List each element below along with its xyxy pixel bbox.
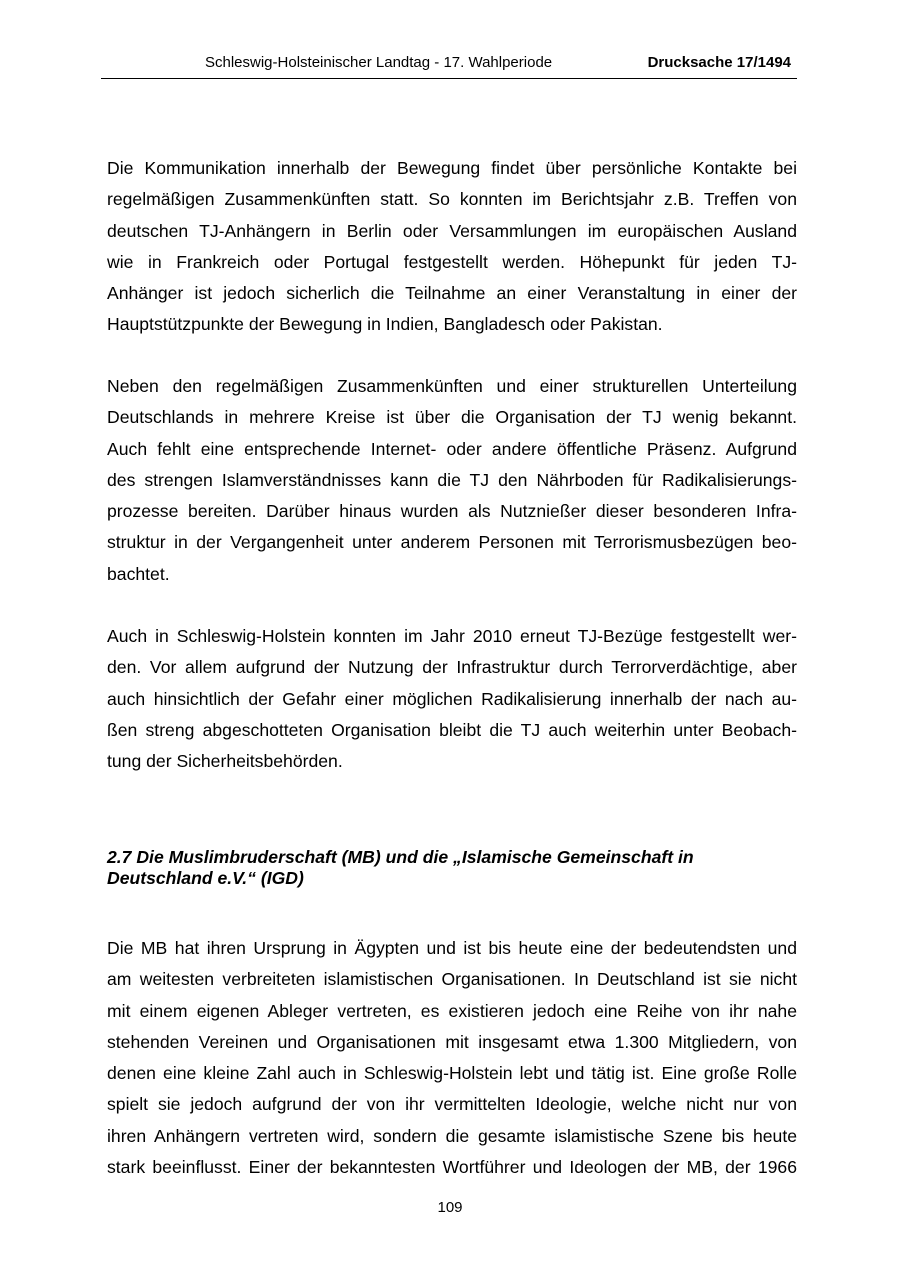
text-line: denen eine kleine Zahl auch in Schleswig-Holstein lebt und tätig ist. Eine große Rolle <box>107 1063 797 1084</box>
text-line: des strengen Islamverständnisses kann die TJ den Nährboden für Radikalisierungs- <box>107 469 797 490</box>
text-line: ßen streng abgeschotteten Organisation bleibt die TJ auch weiterhin unter Beobach- <box>107 719 797 740</box>
text-line: Neben den regelmäßigen Zusammenkünften und einer strukturellen Unterteilung <box>107 376 797 396</box>
text-line: auch hinsichtlich der Gefahr einer möglichen Radikalisierung innerhalb der nach au- <box>107 688 797 709</box>
text-line: Anhänger ist jedoch sicherlich die Teilnahme an einer Veranstaltung in einer der <box>107 283 797 304</box>
document-number: Drucksache 17/1494 <box>647 54 791 71</box>
text-line: prozesse bereiten. Darüber hinaus wurden als Nutznießer dieser besonderen Infra- <box>107 501 797 522</box>
text-line: Deutschlands in mehrere Kreise ist über die Organisation der TJ wenig bekannt. <box>107 407 797 428</box>
text-line: Auch fehlt eine entsprechende Internet- oder andere öffentliche Präsenz. Aufgrund <box>107 438 797 459</box>
text-line: wie in Frankreich oder Portugal festgestellt werden. Höhepunkt für jeden TJ- <box>107 251 797 272</box>
text-line: bachtet. <box>107 563 170 584</box>
section-heading-line: Deutschland e.V.“ (IGD) <box>107 868 304 888</box>
text-line: Die Kommunikation innerhalb der Bewegung findet über persönliche Kontakte bei <box>107 158 797 178</box>
paragraph-1 <box>107 153 797 341</box>
text-line: den. Vor allem aufgrund der Nutzung der Infrastruktur durch Terrorverdächtige, aber <box>107 657 797 678</box>
text-line: deutschen TJ-Anhängern in Berlin oder Versammlungen im europäischen Ausland <box>107 220 797 241</box>
text-line: regelmäßigen Zusammenkünften statt. So konnten im Berichtsjahr z.B. Treffen von <box>107 189 797 210</box>
text-line: mit einem eigenen Ableger vertreten, es existieren jedoch eine Reihe von ihr nahe <box>107 1000 797 1021</box>
text-line: spielt sie jedoch aufgrund der von ihr vermittelten Ideologie, welche nicht nur von <box>107 1094 797 1115</box>
text-line: struktur in der Vergangenheit unter anderem Personen mit Terrorismusbezügen beo- <box>107 532 797 553</box>
text-line: stark beeinflusst. Einer der bekanntesten Wortführer und Ideologen der MB, der 1966 <box>107 1157 797 1178</box>
paragraph-4 <box>107 933 797 1183</box>
text-line: tung der Sicherheitsbehörden. <box>107 751 343 772</box>
section-heading <box>107 847 797 889</box>
text-line: Hauptstützpunkte der Bewegung in Indien, Bangladesch oder Pakistan. <box>107 314 663 335</box>
section-heading-line: 2.7 Die Muslimbruderschaft (MB) und die „Islamische Gemeinschaft in <box>107 847 694 867</box>
text-line: ihren Anhängern vertreten wird, sondern die gesamte islamistische Szene bis heute <box>107 1125 797 1146</box>
text-line: Die MB hat ihren Ursprung in Ägypten und ist bis heute eine der bedeutendsten und <box>107 938 797 958</box>
paragraph-2 <box>107 371 797 590</box>
text-line: Auch in Schleswig-Holstein konnten im Jahr 2010 erneut TJ-Bezüge festgestellt wer- <box>107 626 797 646</box>
header-title: Schleswig-Holsteinischer Landtag - 17. Wahlperiode <box>205 54 553 71</box>
page-header <box>101 52 797 79</box>
text-line: stehenden Vereinen und Organisationen mit insgesamt etwa 1.300 Mitgliedern, von <box>107 1031 797 1052</box>
page-number: 109 <box>437 1199 463 1216</box>
text-line: am weitesten verbreiteten islamistischen Organisationen. In Deutschland ist sie nicht <box>107 969 797 990</box>
paragraph-3 <box>107 621 797 777</box>
